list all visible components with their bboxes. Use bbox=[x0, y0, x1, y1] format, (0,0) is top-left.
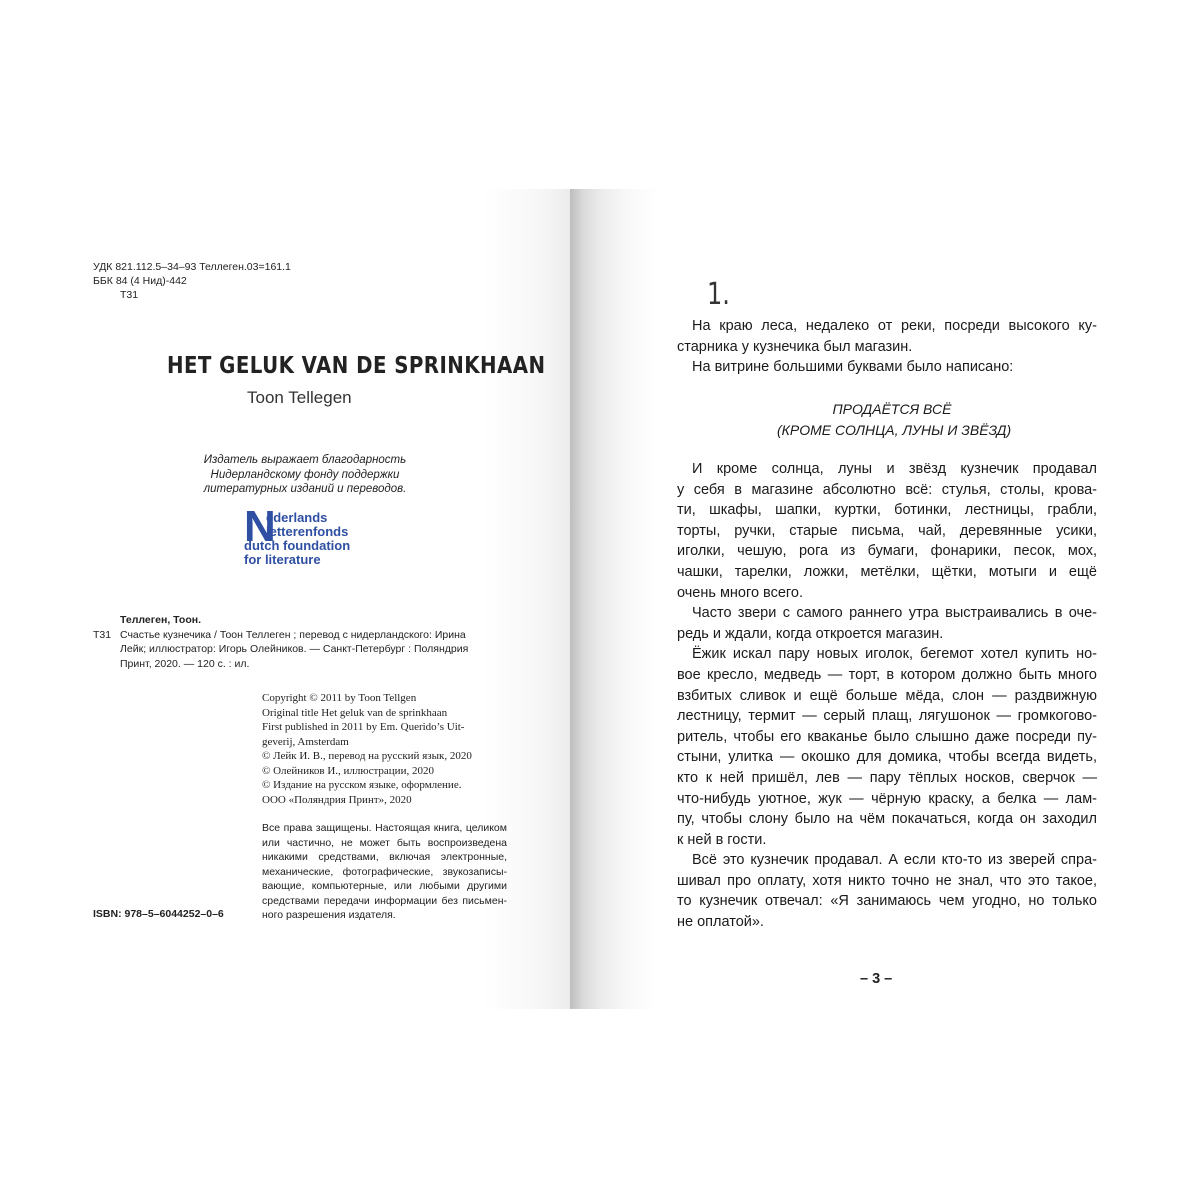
rights-line: вающие, компьютерные, или любыми другими bbox=[262, 880, 507, 892]
logo-line: ederlands bbox=[266, 510, 328, 525]
left-page bbox=[0, 189, 590, 1009]
logo-line: letterenfonds bbox=[266, 524, 349, 539]
text-line: шивал про оплату, хотя никто точно не знал, что это такое, bbox=[677, 872, 1097, 889]
original-title: HET GELUK VAN DE SPRINKHAAN bbox=[167, 353, 546, 379]
text-line: очень много всего. bbox=[677, 584, 803, 601]
text-line: то кузнечик отвечал: «Я занимаюсь чем угодно, но только bbox=[677, 893, 1097, 910]
catalog-block bbox=[93, 260, 291, 302]
isbn: ISBN: 978–5–6044252–0–6 bbox=[93, 908, 224, 920]
rights-line: никакими средствами, включая электронные, bbox=[262, 851, 507, 863]
text-line: ритель, чтобы его кваканье было слышно даже посреди пу- bbox=[677, 728, 1097, 745]
text-line: Всё это кузнечик продавал. А если кто-то из зверей спра- bbox=[692, 852, 1097, 869]
copyright-line: © Лейк И. В., перевод на русский язык, 2020 bbox=[262, 750, 472, 762]
text-line: вое кресло, медведь — торт, в котором должно быть много bbox=[677, 666, 1097, 683]
text-line: к ней в гости. bbox=[677, 831, 767, 848]
thanks-line: литературных изданий и переводов. bbox=[203, 483, 407, 495]
copyright-line: © Олейников И., иллюстрации, 2020 bbox=[262, 764, 434, 777]
right-page bbox=[570, 189, 1200, 1009]
text-line: На краю леса, недалеко от реки, посреди высокого ку- bbox=[692, 318, 1097, 334]
copyright-line: ООО «Поляндрия Принт», 2020 bbox=[262, 793, 412, 806]
copyright-line: © Издание на русском языке, оформление. bbox=[262, 779, 462, 791]
rights-notice bbox=[262, 821, 507, 923]
chapter-text bbox=[677, 316, 1097, 378]
sign-line: ПРОДАЁТСЯ ВСЁ bbox=[832, 401, 952, 417]
rights-line: или частично, не может быть воспроизведена bbox=[262, 836, 507, 849]
thanks-line: Издатель выражает благодарность bbox=[203, 454, 407, 466]
catalog-code: Т31 bbox=[120, 289, 139, 301]
rights-line: Все права защищены. Настоящая книга, целиком bbox=[262, 822, 507, 834]
copyright-block bbox=[262, 691, 472, 807]
thanks-line: Нидерландскому фонду поддержки bbox=[210, 468, 400, 481]
text-line: старника у кузнечика был магазин. bbox=[677, 338, 913, 355]
text-line: На витрине большими буквами было написано: bbox=[692, 359, 1014, 376]
biblio-line: Счастье кузнечика / Тоон Теллеген ; перевод с нидерландского: Ирина bbox=[120, 628, 466, 641]
shop-sign bbox=[777, 399, 1012, 441]
text-line: торты, ручки, старые письма, чай, деревянные усики, bbox=[677, 522, 1097, 539]
logo-line: dutch foundation bbox=[244, 538, 351, 553]
page-number: – 3 – bbox=[860, 971, 893, 987]
text-line: кто к ней пришёл, лев — пару тёплых носков, сверчок — bbox=[677, 769, 1097, 786]
rights-line: ного разрешения издателя. bbox=[262, 909, 396, 921]
text-line: пу, чтобы слону было на чём покачаться, когда он заходил bbox=[677, 811, 1097, 828]
chapter-text-continued bbox=[677, 459, 1097, 933]
text-line: чашки, тарелки, ложки, метёлки, щётки, мотыги и ещё bbox=[677, 563, 1097, 580]
catalog-bbk: ББК 84 (4 Нид)-442 bbox=[93, 275, 187, 287]
book-spread bbox=[0, 189, 1200, 1009]
thanks-note bbox=[180, 453, 430, 497]
text-line: Часто звери с самого раннего утра выстраивались в оче- bbox=[692, 605, 1097, 622]
text-line: И кроме солнца, луны и звёзд кузнечик продавал bbox=[692, 461, 1097, 477]
text-line: у себя в магазине абсолютно всё: стулья, столы, крова- bbox=[677, 481, 1097, 498]
biblio-heading: Теллеген, Тоон. bbox=[120, 614, 202, 626]
sign-line: (КРОМЕ СОЛНЦА, ЛУНЫ И ЗВЁЗД) bbox=[777, 422, 1012, 438]
copyright-line: Copyright © 2011 by Toon Tellgen bbox=[262, 692, 417, 704]
copyright-line: First published in 2011 by Em. Querido’s Uit- bbox=[262, 721, 465, 733]
catalog-udk: УДК 821.112.5–34–93 Теллеген.03=161.1 bbox=[93, 261, 291, 273]
biblio-line: Принт, 2020. — 120 с. : ил. bbox=[120, 657, 250, 670]
author-name: Toon Tellegen bbox=[247, 388, 352, 407]
biblio-line: Лейк; иллюстратор: Игорь Олейников. — Санкт-Петербург : Поляндрия bbox=[120, 643, 469, 655]
chapter-number: 1. bbox=[707, 277, 730, 312]
logo-line: for literature bbox=[244, 552, 321, 567]
text-line: взбитых сливок и ещё больше мёда, слон — раздвижную bbox=[677, 687, 1097, 704]
text-line: что-нибудь уютное, жук — чёрную краску, а белка — лам- bbox=[677, 790, 1097, 807]
text-line: Ёжик искал пару новых иголок, бегемот хотел купить но- bbox=[692, 646, 1097, 663]
logo-letter-n: N bbox=[244, 502, 276, 551]
biblio-code: Т31 bbox=[93, 628, 112, 641]
bibliographic-record bbox=[93, 613, 468, 671]
copyright-line: geverij, Amsterdam bbox=[262, 735, 349, 748]
text-line: не оплатой». bbox=[677, 914, 764, 931]
text-line: иголки, чешую, рога из бумаги, фонарики, песок, мох, bbox=[677, 543, 1097, 560]
text-line: редь и ждали, когда откроется магазин. bbox=[677, 625, 944, 642]
text-line: лестницу, термит — серый плащ, лягушонок — громкогово- bbox=[677, 708, 1097, 725]
text-line: ти, шкафы, шапки, куртки, ботинки, лестницы, грабли, bbox=[677, 502, 1097, 519]
rights-line: механические, фотографические, звукозаписы- bbox=[262, 865, 507, 878]
copyright-line: Original title Het geluk van de sprinkhaan bbox=[262, 706, 448, 719]
text-line: стыни, улитка — окошко для домика, чтобы всегда видеть, bbox=[677, 749, 1097, 766]
rights-line: средствами передачи информации без письмен- bbox=[262, 894, 507, 907]
